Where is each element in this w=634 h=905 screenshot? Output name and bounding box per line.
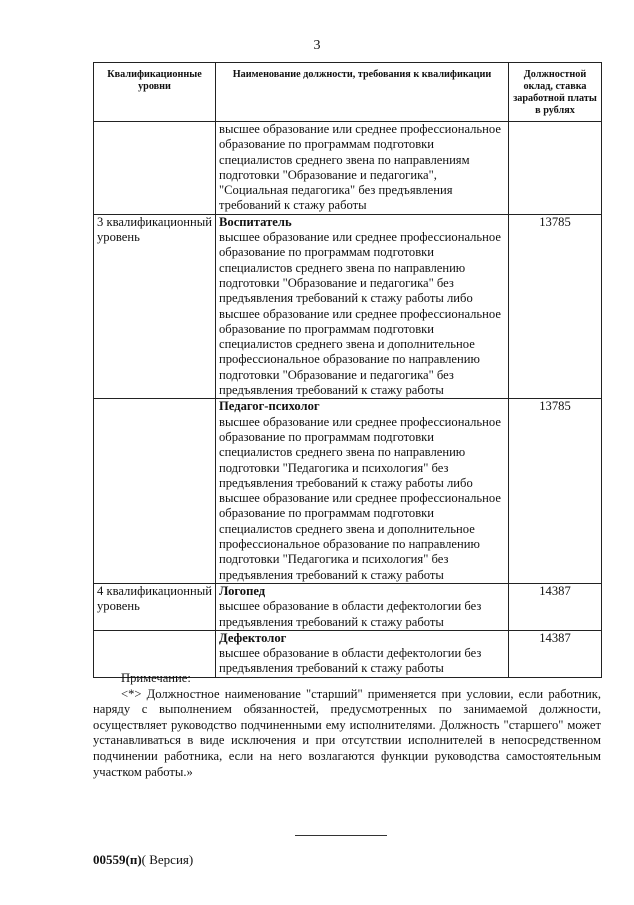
position-cell xyxy=(216,583,509,630)
requirement-text: высшее образование или среднее профессиональное образование по программам подготовки специалистов среднего звена по направлениям подготовки "Образование и педагогика", "Социальная педагогика" без предъявления требований к стажу работы xyxy=(219,122,501,213)
header-salary: Должностной оклад, ставка заработной платы в рублях xyxy=(509,63,602,122)
requirement-text: высшее образование в области дефектологии без предъявления требований к стажу работы xyxy=(219,599,482,629)
document-version: ( Версия) xyxy=(141,852,194,867)
position-title: Логопед xyxy=(219,583,266,598)
note-text: <*> Должностное наименование "старший" применяется при условии, если работник, наряду с выполнением обязанностей, предусмотренных по занимаемой должности, осуществляет руководство подчиненными ему исполнителями. Должность "старшего" может устанавливаться в виде исключения и при отсутствии исполнителей в непосредственном подчинении работника, если на него возлагаются функции руководства самостоятельным участком работы.» xyxy=(93,686,601,779)
requirement-text: высшее образование в области дефектологии без предъявления требований к стажу работы xyxy=(219,646,482,676)
position-title: Педагог-психолог xyxy=(219,399,320,414)
salary-cell: 13785 xyxy=(509,214,602,399)
position-cell xyxy=(216,122,509,215)
position-title: Воспитатель xyxy=(219,214,292,229)
page-number: 3 xyxy=(313,38,321,53)
table-row xyxy=(94,583,602,630)
level-cell: 4 квалификационный уровень xyxy=(94,583,216,630)
salary-cell xyxy=(509,122,602,215)
position-title: Дефектолог xyxy=(219,630,287,645)
table-row xyxy=(94,214,602,399)
position-cell xyxy=(216,214,509,399)
table-header-row xyxy=(94,63,602,122)
salary-cell: 14387 xyxy=(509,583,602,630)
qualification-table xyxy=(93,62,602,678)
position-cell xyxy=(216,399,509,584)
note-label: Примечание: xyxy=(121,671,191,685)
requirement-text: высшее образование или среднее профессиональное образование по программам подготовки специалистов среднего звена по направлению подготовки "Образование и педагогика" без предъявления требований к стажу работы либо высшее образование или среднее профессиональное образование по программам подготовки специалистов среднего звена и дополнительное профессиональное образование по направлению подготовки "Образование и педагогика" без предъявления требований к стажу работы xyxy=(219,230,501,398)
table-row xyxy=(94,122,602,215)
requirement-text: высшее образование или среднее профессиональное образование по программам подготовки специалистов среднего звена по направлению подготовки "Педагогика и психология" без предъявления требований к стажу работы либо высшее образование или среднее профессиональное образование по программам подготовки специалистов среднего звена и дополнительное профессиональное образование по направлению подготовки "Педагогика и психология" без предъявления требований к стажу работы xyxy=(219,414,501,582)
header-position: Наименование должности, требования к квалификации xyxy=(216,63,509,122)
table-row xyxy=(94,399,602,584)
level-cell xyxy=(94,399,216,584)
level-cell xyxy=(94,122,216,215)
footer-divider xyxy=(295,835,387,836)
document-code-number: 00559(п) xyxy=(93,852,142,867)
note-section xyxy=(93,671,601,780)
header-levels: Квалификационные уровни xyxy=(94,63,216,122)
document-code xyxy=(93,852,193,868)
salary-cell: 13785 xyxy=(509,399,602,584)
salary-cell: 14387 xyxy=(509,630,602,677)
level-cell: 3 квалификационный уровень xyxy=(94,214,216,399)
